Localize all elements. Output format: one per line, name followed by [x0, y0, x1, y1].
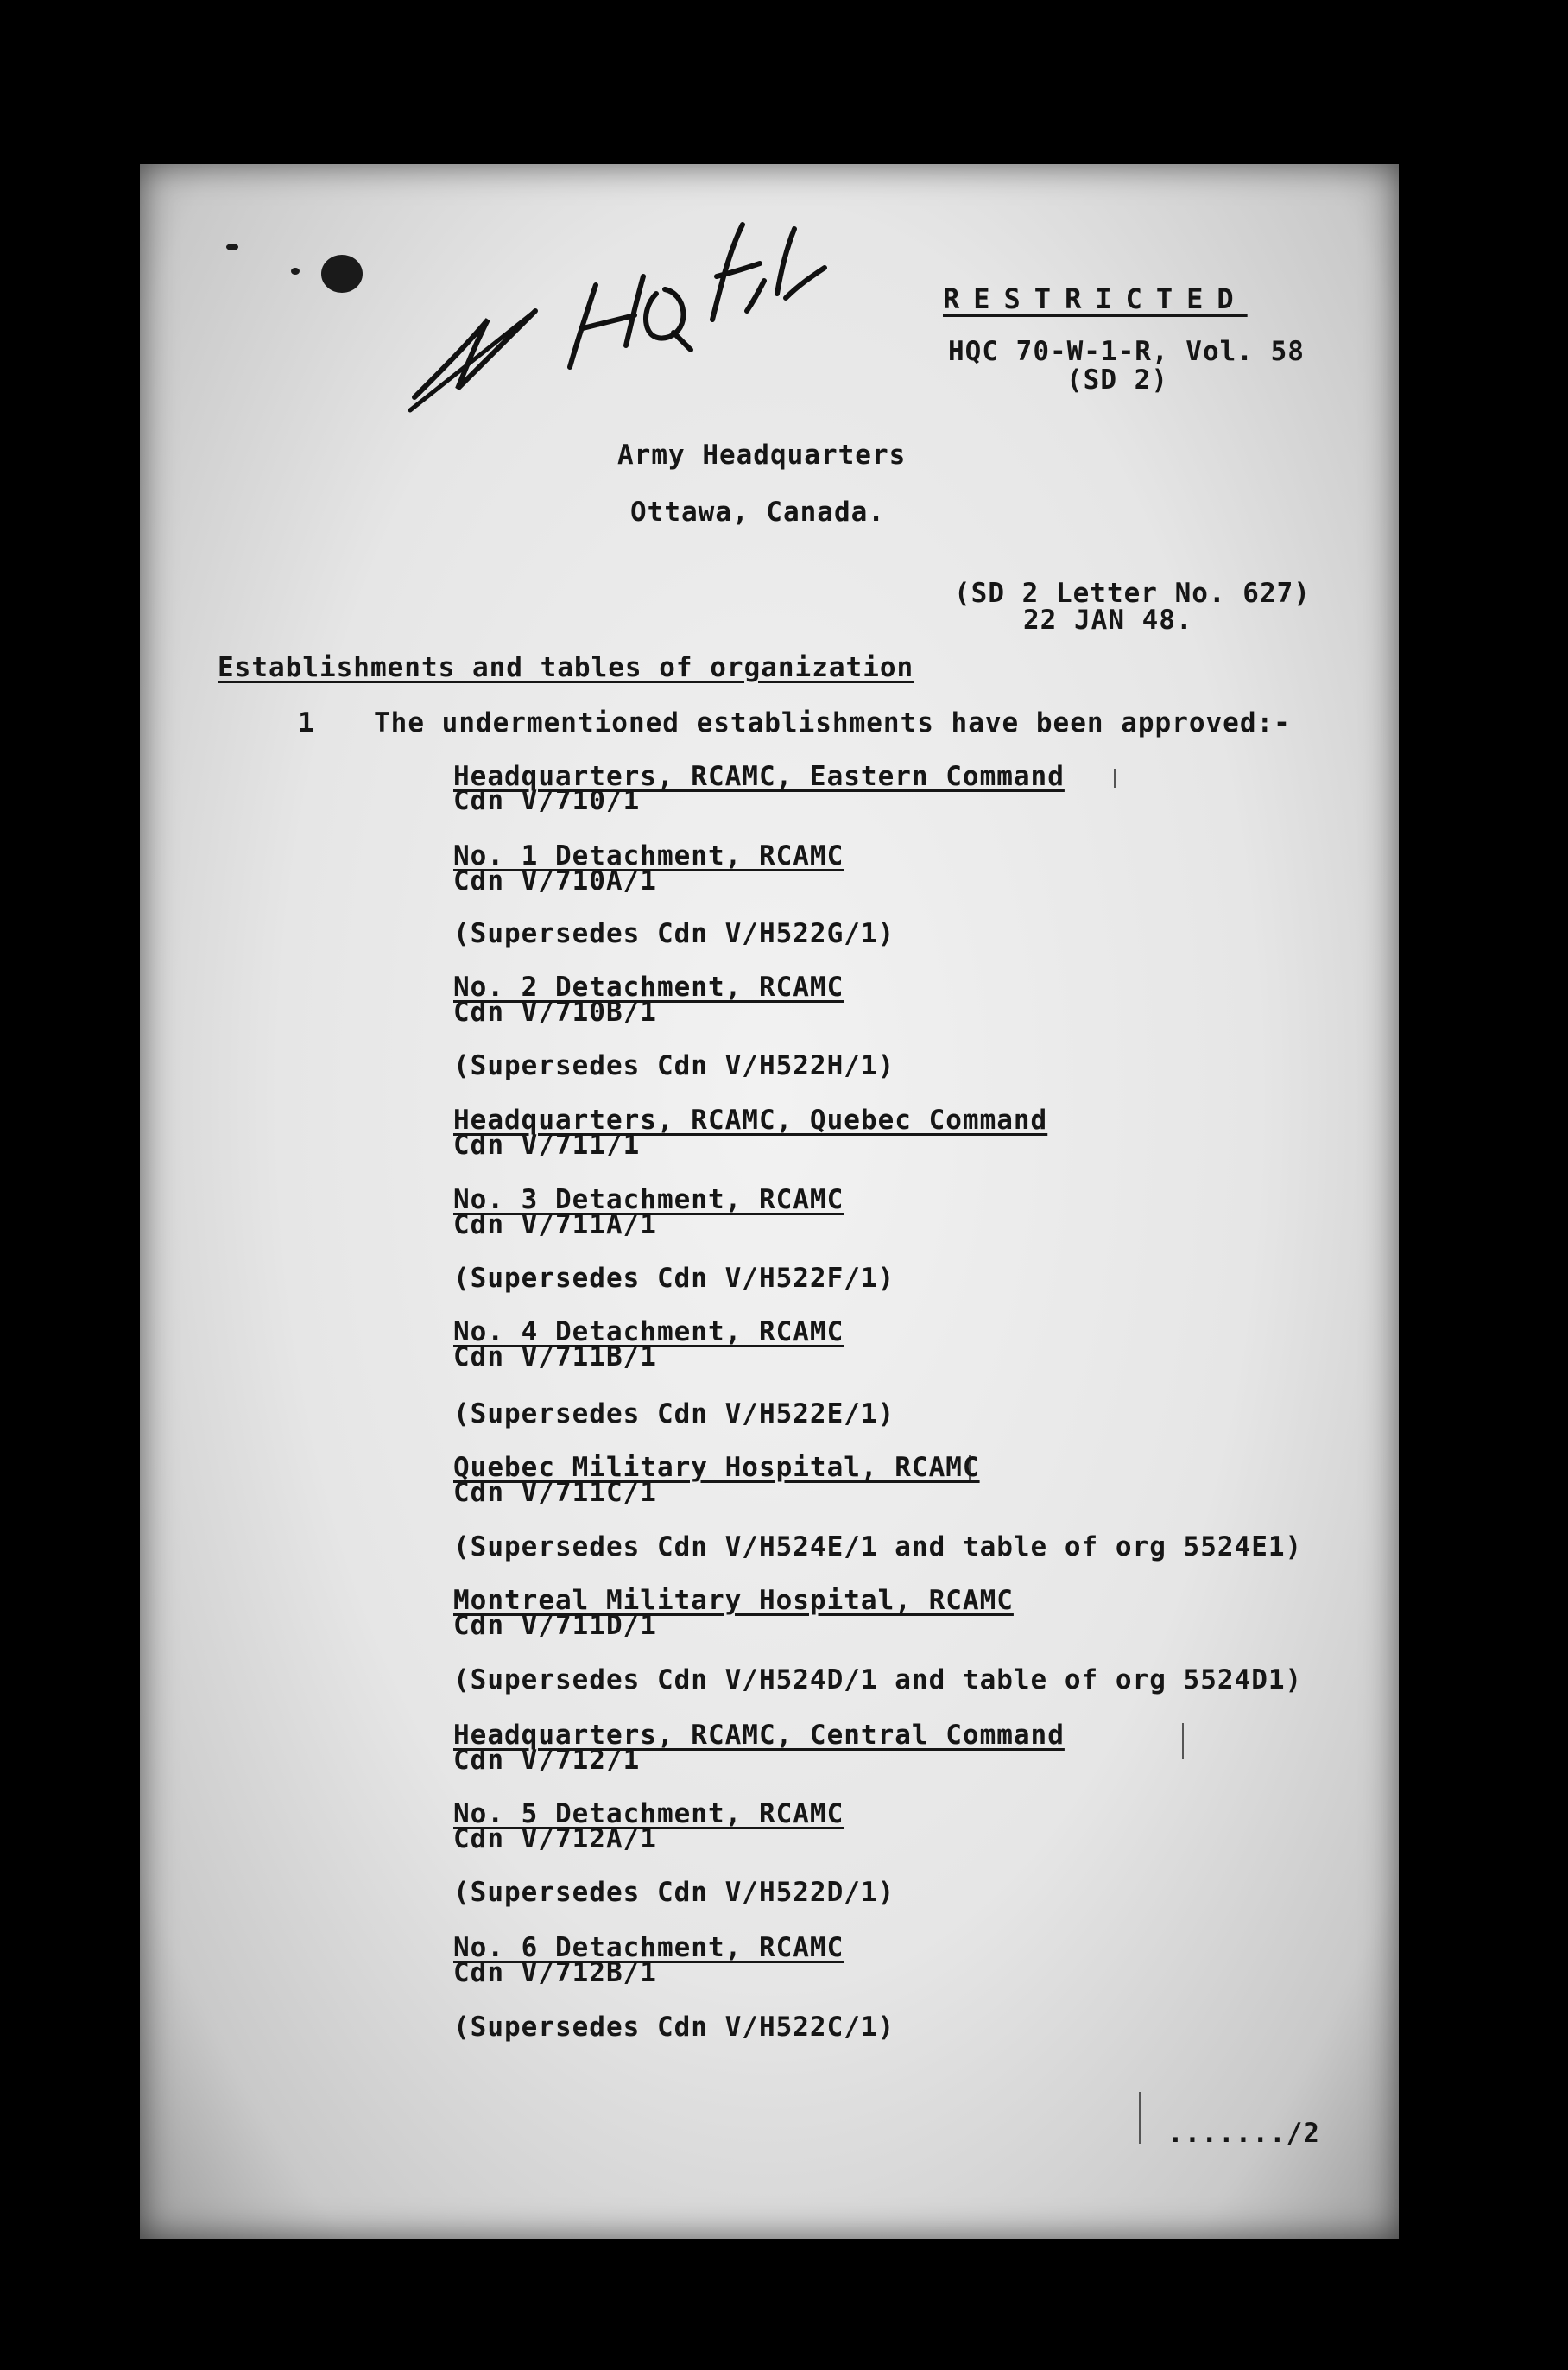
margin-mark — [1182, 1723, 1184, 1759]
margin-mark — [1139, 2092, 1141, 2144]
unit-name: Headquarters, RCAMC, Quebec Command — [453, 1105, 1048, 1136]
establishment-code: Cdn V/711B/1 — [453, 1341, 657, 1372]
paragraph-number: 1 — [298, 707, 315, 738]
unit-name: Headquarters, RCAMC, Central Command — [453, 1720, 1065, 1751]
unit-name: Montreal Military Hospital, RCAMC — [453, 1585, 1014, 1616]
unit-name: Headquarters, RCAMC, Eastern Command — [453, 761, 1065, 792]
unit-name: Quebec Military Hospital, RCAMC — [453, 1452, 980, 1483]
supersedes-note: (Supersedes Cdn V/H522F/1) — [453, 1263, 895, 1294]
supersedes-note: (Supersedes Cdn V/H524D/1 and table of org 5524D1) — [453, 1664, 1303, 1695]
supersedes-note: (Supersedes Cdn V/H522G/1) — [453, 918, 895, 949]
ink-blot — [321, 255, 363, 293]
supersedes-note: (Supersedes Cdn V/H522D/1) — [453, 1877, 895, 1908]
file-reference-section: (SD 2) — [1066, 364, 1168, 396]
letter-number: (SD 2 Letter No. 627) — [954, 578, 1311, 609]
establishment-code: Cdn V/711A/1 — [453, 1209, 657, 1240]
sender-line-1: Army Headquarters — [617, 440, 907, 471]
ink-speck — [226, 244, 238, 250]
establishment-code: Cdn V/711D/1 — [453, 1610, 657, 1641]
page-continuation: ......./2 — [1167, 2118, 1320, 2149]
supersedes-note: (Supersedes Cdn V/H522H/1) — [453, 1050, 895, 1081]
unit-name: No. 6 Detachment, RCAMC — [453, 1932, 844, 1963]
supersedes-note: (Supersedes Cdn V/H522E/1) — [453, 1398, 895, 1429]
ink-speck — [291, 268, 300, 275]
file-reference: HQC 70-W-1-R, Vol. 58 — [948, 336, 1305, 367]
unit-name: No. 5 Detachment, RCAMC — [453, 1798, 844, 1829]
subject-heading: Establishments and tables of organization — [218, 652, 914, 683]
unit-name: No. 4 Detachment, RCAMC — [453, 1316, 844, 1347]
establishment-code: Cdn V/710B/1 — [453, 997, 657, 1028]
handwritten-annotation — [406, 216, 855, 423]
establishment-code: Cdn V/710/1 — [453, 785, 641, 816]
supersedes-note: (Supersedes Cdn V/H524E/1 and table of org 5524E1) — [453, 1531, 1303, 1562]
establishment-code: Cdn V/712A/1 — [453, 1823, 657, 1854]
establishment-code: Cdn V/711C/1 — [453, 1477, 657, 1508]
letter-date: 22 JAN 48. — [1023, 605, 1193, 636]
unit-name: No. 3 Detachment, RCAMC — [453, 1184, 844, 1215]
margin-mark — [1114, 769, 1116, 788]
sender-line-2: Ottawa, Canada. — [630, 497, 885, 528]
supersedes-note: (Supersedes Cdn V/H522C/1) — [453, 2012, 895, 2043]
unit-name: No. 1 Detachment, RCAMC — [453, 840, 844, 871]
establishment-code: Cdn V/710A/1 — [453, 865, 657, 897]
establishment-code: Cdn V/712B/1 — [453, 1957, 657, 1988]
unit-name: No. 2 Detachment, RCAMC — [453, 972, 844, 1003]
paragraph-text: The undermentioned establishments have been approved:- — [374, 707, 1291, 738]
establishment-code: Cdn V/712/1 — [453, 1745, 641, 1776]
establishment-code: Cdn V/711/1 — [453, 1130, 641, 1161]
classification-stamp: RESTRICTED — [943, 282, 1248, 315]
